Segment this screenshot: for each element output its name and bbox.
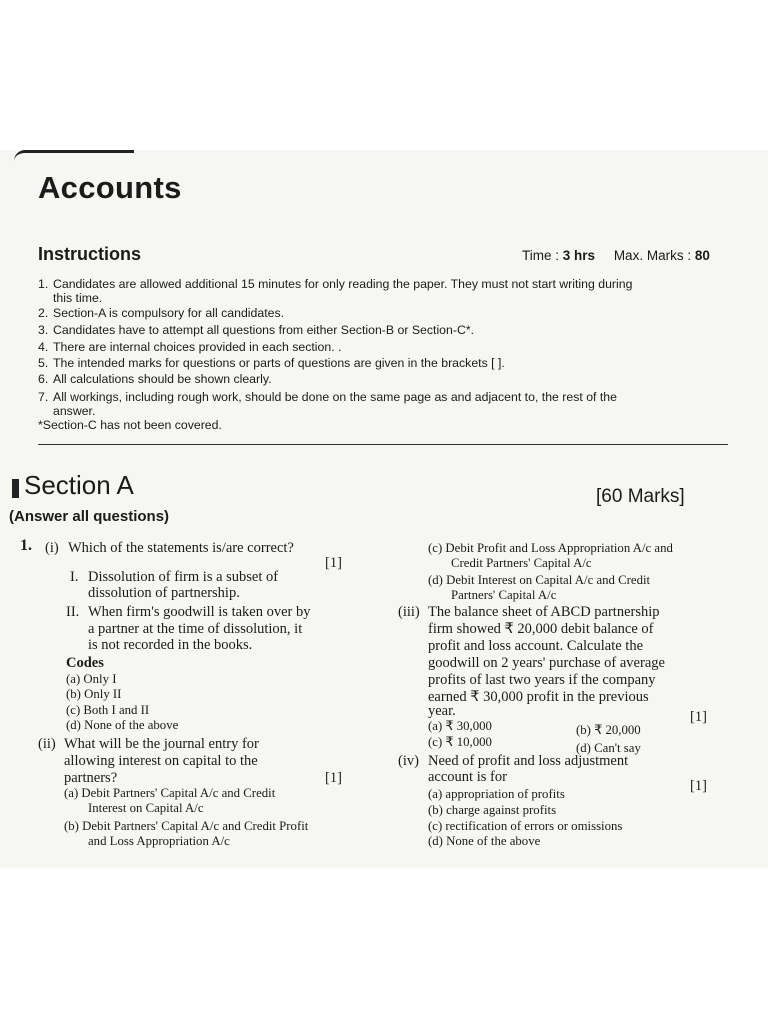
section-divider [38,444,728,445]
time-label: Time : [522,248,563,263]
instruction-item: 6. All calculations should be shown clearly. [38,372,272,386]
option: (d) Debit Interest on Capital A/c and Credit [428,573,651,587]
option: (d) None of the above [428,834,541,848]
instruction-item: 5. The intended marks for questions or parts of questions are given in the brackets [ ]. [38,356,505,370]
statement-line: Dissolution of firm is a subset of [88,569,279,585]
question-line: partners? [64,770,118,786]
header-rule [14,150,134,161]
question-line: earned ₹ 30,000 profit in the previous [428,689,649,705]
option-continued: Partners' Capital A/c [451,588,557,602]
instructions-heading: Instructions [38,244,142,264]
option: (c) rectification of errors or omissions [428,819,623,833]
marks-value: 80 [694,248,710,263]
instruction-item: 1. Candidates are allowed additional 15 minutes for only reading the paper. They must not start writing during this time. [38,277,633,305]
question-line: allowing interest on capital to the [64,753,258,769]
q1-i-marks: [1] [325,555,342,571]
instruction-item: 2. Section-A is compulsory for all candidates. [38,306,285,320]
option: (d) None of the above [66,718,179,732]
q1-i-label: (i) [45,540,59,556]
question-line: Need of profit and loss adjustment [428,753,629,769]
question-line: firm showed ₹ 20,000 debit balance of [428,621,654,637]
q1-ii-label: (ii) [38,736,56,752]
q1-iii-marks: [1] [690,709,707,725]
q1-iii-label: (iii) [398,604,420,620]
question-line: The balance sheet of ABCD partnership [428,604,660,620]
statement-line: When firm's goodwill is taken over by [88,604,311,620]
question-line: year. [428,703,456,719]
marks-label: Max. Marks : [613,248,695,263]
footnote: *Section-C has not been covered. [38,418,222,432]
option: (c) Both I and II [66,703,150,717]
section-marker-icon [12,479,19,498]
question-line: profits of last two years if the company [428,672,656,688]
question-line: What will be the journal entry for [64,736,259,752]
option: (b) Only II [66,687,122,701]
section-marks: [60 Marks] [596,486,685,507]
option: (b) charge against profits [428,803,557,817]
time-value: 3 hrs [562,248,596,263]
instruction-item: 3. Candidates have to attempt all questions from either Section-B or Section-C*. [38,323,475,337]
question-number: 1. [20,537,32,554]
question-line: account is for [428,769,507,785]
statement-line: a partner at the time of dissolution, it [88,621,303,637]
statement-line: dissolution of partnership. [88,585,240,601]
q1-ii-marks: [1] [325,770,342,786]
option: (c) Debit Profit and Loss Appropriation A/c and [428,541,673,555]
option: (b) ₹ 20,000 [576,723,641,737]
option-continued: Credit Partners' Capital A/c [451,556,592,570]
page-title: Accounts [38,170,182,205]
option: (a) Only I [66,672,117,686]
option: (a) appropriation of profits [428,787,565,801]
instruction-item: 4. There are internal choices provided in each section. . [38,340,342,354]
option-continued: Interest on Capital A/c [88,801,204,815]
q1-iv-label: (iv) [398,753,419,769]
codes-heading: Codes [66,655,104,671]
section-title: Section A [24,470,134,500]
section-subtitle: (Answer all questions) [9,508,170,525]
option-continued: and Loss Appropriation A/c [88,834,230,848]
q1-i-text: Which of the statements is/are correct? [68,540,294,556]
option: (b) Debit Partners' Capital A/c and Credit Profit [64,819,309,833]
option: (a) ₹ 30,000 [428,719,492,733]
question-line: goodwill on 2 years' purchase of average [428,655,665,671]
option: (d) Can't say [576,741,641,755]
statement-number: II. [66,604,80,620]
option: (a) Debit Partners' Capital A/c and Credit [64,786,276,800]
time-marks-line [522,248,710,263]
option: (c) ₹ 10,000 [428,735,492,749]
statement-number: I. [70,569,79,585]
instruction-item: 7. All workings, including rough work, should be done on the same page as and adjacent to, the rest of the answer. [38,390,617,418]
statement-line: is not recorded in the books. [88,637,253,653]
q1-iv-marks: [1] [690,778,707,794]
question-line: profit and loss account. Calculate the [428,638,644,654]
